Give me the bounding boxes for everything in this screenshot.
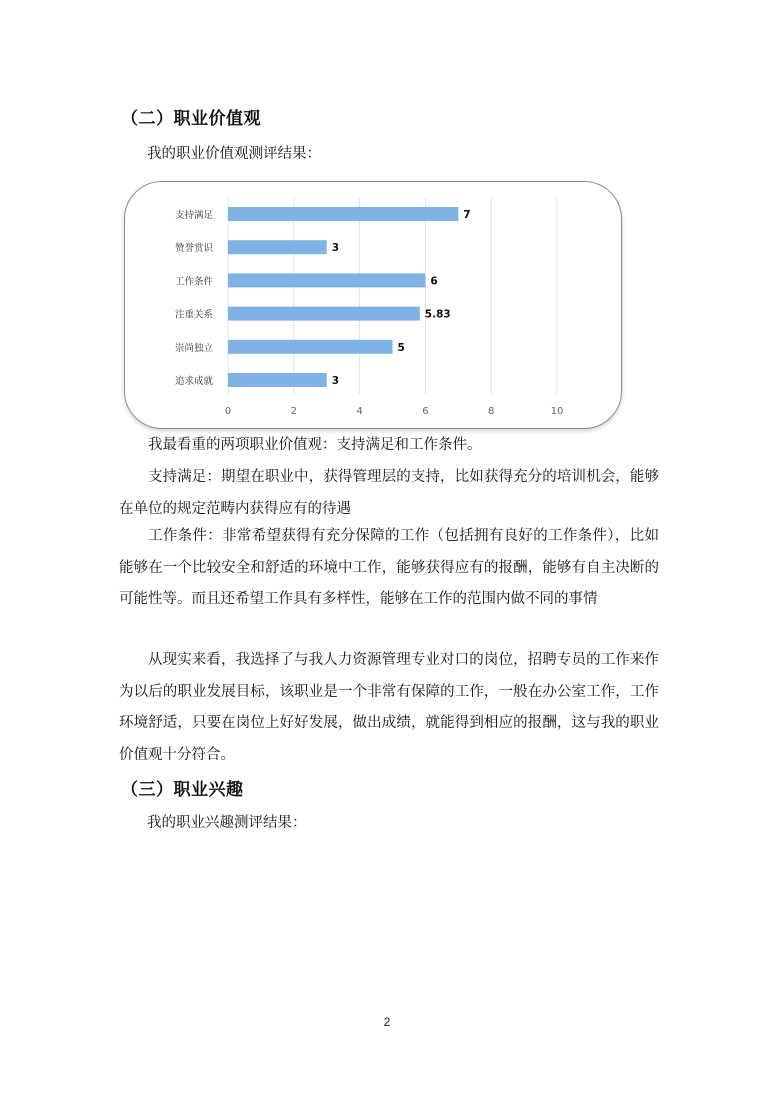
x-tick-label: 0 xyxy=(224,406,232,417)
career-values-bar-chart xyxy=(0,0,774,440)
x-tick-label: 2 xyxy=(290,406,297,417)
value-label: 3 xyxy=(331,242,340,255)
category-label: 支持满足 xyxy=(174,210,213,221)
bar xyxy=(228,240,327,254)
chart-gridlines xyxy=(228,198,557,394)
section-intro-career-interest: 我的职业兴趣测评结果： xyxy=(147,815,307,831)
chart-bars xyxy=(228,207,458,387)
section-heading-career-values: （二）职业价值观 xyxy=(121,109,261,129)
paragraph-reality-analysis: 从现实来看，我选择了与我人力资源管理专业对口的岗位，招聘专员的工作来作为以后的职业发展目标，该职业是一个非常有保障的工作，一般在办公室工作，工作环境舒适，只要在岗位上好好发展，做出成绩，就能得到相应的报酬，这与我的职业价值观十分符合。 xyxy=(119,652,659,763)
value-label: 5 xyxy=(397,341,405,354)
category-label: 注重关系 xyxy=(174,309,213,321)
x-tick-label: 8 xyxy=(488,406,495,417)
page-number: 2 xyxy=(383,1015,391,1029)
category-label: 工作条件 xyxy=(174,276,213,288)
paragraph-top-values: 我最看重的两项职业价值观：支持满足和工作条件。 xyxy=(148,437,482,453)
bar xyxy=(228,373,327,387)
value-label: 7 xyxy=(463,209,471,221)
x-tick-label: 6 xyxy=(422,406,429,417)
category-label: 赞誉赏识 xyxy=(174,243,213,255)
paragraph-support-satisfaction: 支持满足：期望在职业中，获得管理层的支持，比如获得充分的培训机会，能够在单位的规定范畴内获得应有的待遇 xyxy=(119,469,659,517)
bar xyxy=(228,207,458,221)
value-label: 6 xyxy=(430,275,438,288)
paragraph-working-conditions: 工作条件：非常希望获得有充分保障的工作（包括拥有良好的工作条件），比如能够在一个比较安全和舒适的环境中工作，能够获得应有的报酬，能够有自主决断的可能性等。而且还希望工作具有多样性，能够在工作的范围内做不同的事情 xyxy=(119,528,659,607)
bar xyxy=(228,307,420,321)
category-label: 追求成就 xyxy=(174,376,213,387)
bar xyxy=(228,340,393,354)
bar xyxy=(228,273,425,287)
value-label: 3 xyxy=(331,375,340,387)
x-tick-label: 10 xyxy=(550,406,564,417)
x-tick-label: 4 xyxy=(356,406,363,417)
category-label: 崇尚独立 xyxy=(174,342,213,354)
value-label: 5.83 xyxy=(424,308,451,321)
section-heading-career-interest: （三）职业兴趣 xyxy=(121,780,244,800)
section-intro-career-values: 我的职业价值观测评结果： xyxy=(147,146,321,162)
